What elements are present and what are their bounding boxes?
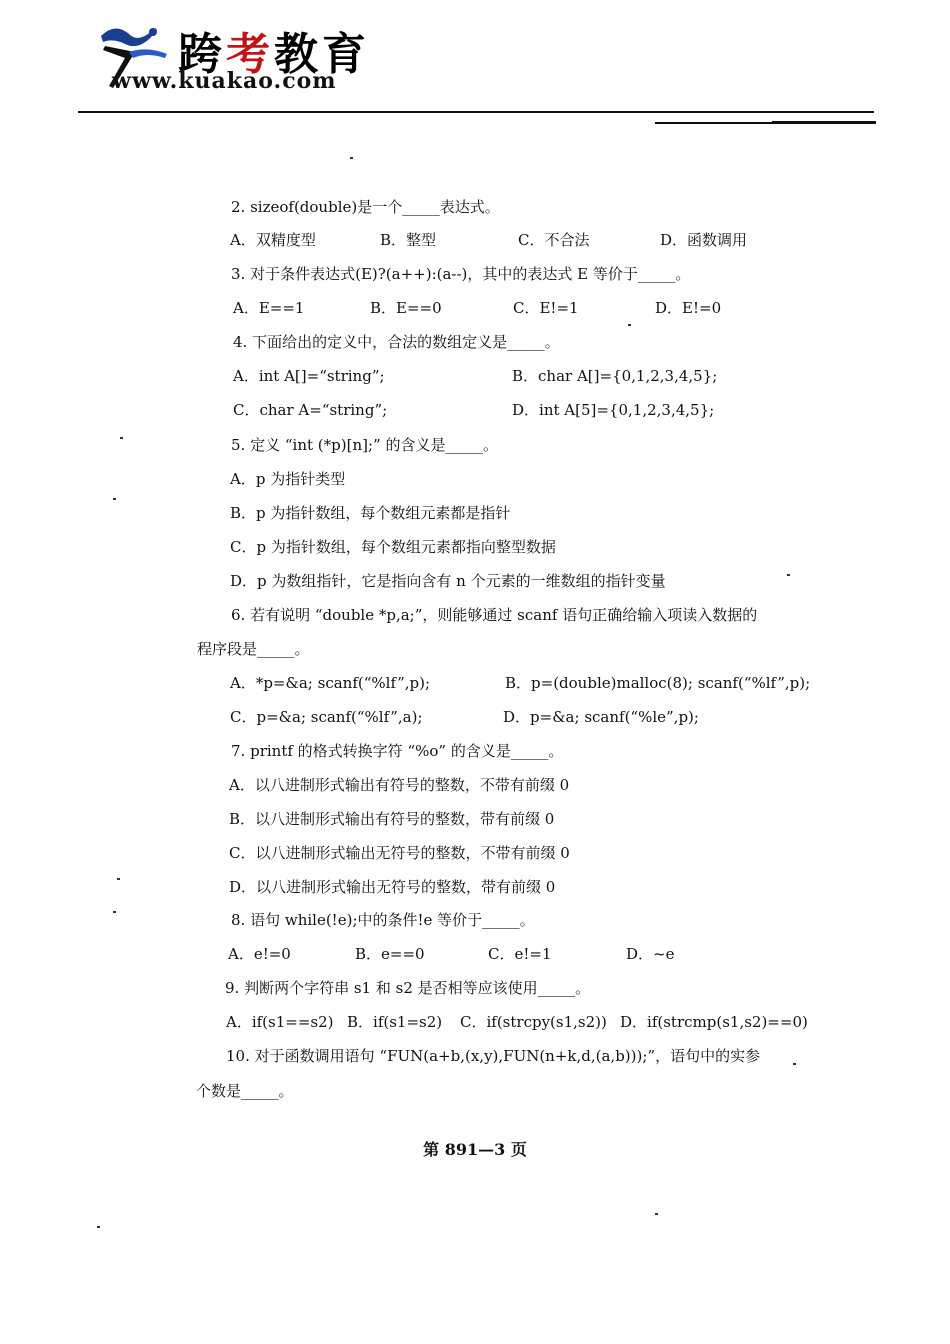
option-9b: B．if(s1=s2) — [347, 1013, 443, 1031]
question-7: 7. printf 的格式转换字符 “%o” 的含义是_____。 — [231, 742, 564, 760]
option-2a: A．双精度型 — [230, 231, 316, 249]
option-3a: A．E==1 — [233, 299, 305, 317]
question-6-cont: 程序段是_____。 — [197, 640, 310, 658]
scan-speck — [628, 324, 631, 326]
option-6d: D．p=&a; scanf(“%le”,p); — [503, 708, 699, 726]
scan-speck — [350, 157, 353, 159]
option-7a: A．以八进制形式输出有符号的整数，不带有前缀 0 — [229, 776, 570, 794]
scan-speck — [97, 1226, 100, 1228]
scan-speck — [113, 911, 116, 913]
option-7d: D．以八进制形式输出无符号的整数，带有前缀 0 — [229, 878, 556, 896]
question-9: 9. 判断两个字符串 s1 和 s2 是否相等应该使用_____。 — [225, 979, 591, 997]
option-6a: A．*p=&a; scanf(“%lf”,p); — [230, 674, 431, 692]
option-4c: C．char A=“string”; — [233, 401, 388, 419]
header-divider — [78, 111, 874, 113]
question-3: 3. 对于条件表达式(E)?(a++):(a--)，其中的表达式 E 等价于_____。 — [231, 265, 691, 283]
option-3c: C．E!=1 — [513, 299, 579, 317]
scan-speck — [655, 1213, 658, 1215]
option-9d: D．if(strcmp(s1,s2)==0) — [620, 1013, 808, 1031]
option-5a: A．p 为指针类型 — [230, 470, 346, 488]
option-6c: C．p=&a; scanf(“%lf”,a); — [230, 708, 423, 726]
option-9a: A．if(s1==s2) — [226, 1013, 334, 1031]
option-4a: A．int A[]=“string”; — [233, 367, 385, 385]
option-2d: D．函数调用 — [660, 231, 748, 249]
brand-name: 跨考教育 — [178, 29, 370, 80]
question-8: 8. 语句 while(!e);中的条件!e 等价于_____。 — [231, 911, 535, 929]
header-divider-accent — [772, 121, 876, 124]
option-7c: C．以八进制形式输出无符号的整数，不带有前缀 0 — [229, 844, 570, 862]
scan-speck — [117, 878, 120, 880]
option-3b: B．E==0 — [370, 299, 442, 317]
option-5d: D．p 为数组指针，它是指向含有 n 个元素的一维数组的指针变量 — [230, 572, 666, 590]
option-5b: B．p 为指针数组，每个数组元素都是指针 — [230, 504, 511, 522]
question-4: 4. 下面给出的定义中，合法的数组定义是_____。 — [233, 333, 560, 351]
option-2c: C．不合法 — [518, 231, 590, 249]
scan-speck — [120, 437, 123, 439]
question-10: 10. 对于函数调用语句 “FUN(a+b,(x,y),FUN(n+k,d,(a,b)));”，语句中的实参 — [226, 1047, 761, 1065]
option-4b: B．char A[]={0,1,2,3,4,5}; — [512, 367, 718, 385]
option-8b: B．e==0 — [355, 945, 425, 963]
scan-speck — [787, 574, 790, 576]
question-10-cont: 个数是_____。 — [196, 1082, 294, 1100]
option-5c: C．p 为指针数组，每个数组元素都指向整型数据 — [230, 538, 556, 556]
page-header — [0, 0, 950, 130]
scan-speck — [113, 498, 116, 500]
option-9c: C．if(strcpy(s1,s2)) — [460, 1013, 607, 1031]
option-8a: A．e!=0 — [228, 945, 291, 963]
option-3d: D．E!=0 — [655, 299, 722, 317]
question-5: 5. 定义 “int (*p)[n];” 的含义是_____。 — [231, 436, 498, 454]
option-7b: B．以八进制形式输出有符号的整数，带有前缀 0 — [229, 810, 555, 828]
question-6: 6. 若有说明 “double *p,a;”，则能够通过 scanf 语句正确给输入项读入数据的 — [231, 606, 758, 624]
question-2: 2. sizeof(double)是一个_____表达式。 — [231, 198, 500, 216]
option-6b: B．p=(double)malloc(8); scanf(“%lf”,p); — [505, 674, 811, 692]
option-2b: B．整型 — [380, 231, 437, 249]
page-number: 第 891—3 页 — [423, 1140, 527, 1159]
option-8d: D．~e — [626, 945, 675, 963]
scan-speck — [793, 1063, 796, 1065]
option-4d: D．int A[5]={0,1,2,3,4,5}; — [512, 401, 715, 419]
option-8c: C．e!=1 — [488, 945, 552, 963]
brand-url: www.kuakao.com — [112, 68, 337, 94]
